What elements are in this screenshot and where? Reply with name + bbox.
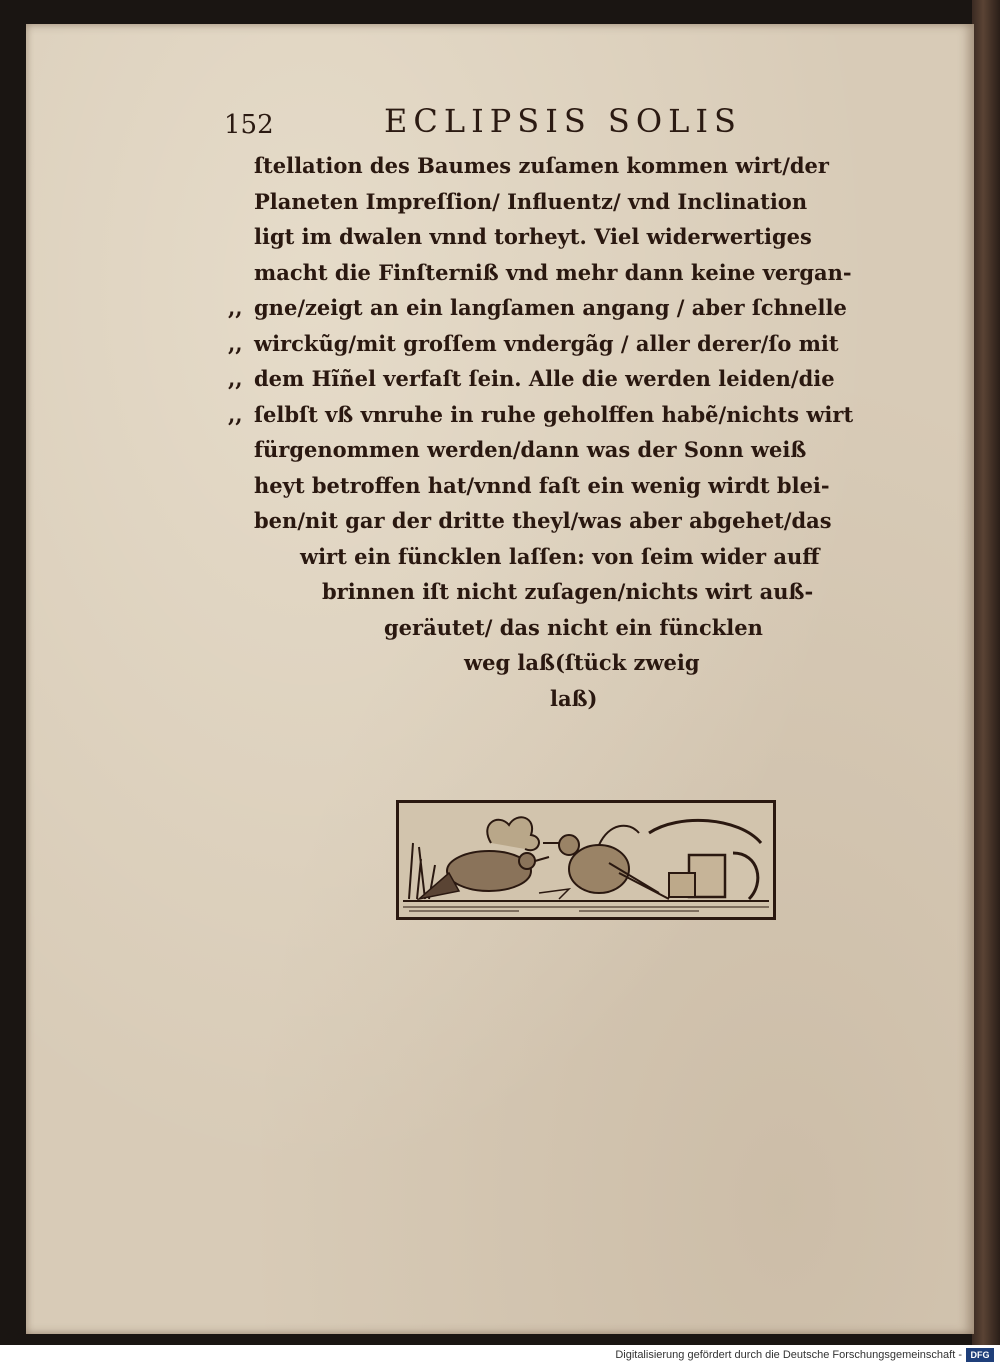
book-spine [972, 0, 1000, 1345]
line-text: macht die Finſterniß vnd mehr dann keine vergan- [254, 259, 852, 285]
text-line [204, 645, 924, 681]
body-text [204, 148, 924, 716]
running-title: ECLIPSIS SOLIS [384, 102, 742, 140]
page-header [224, 100, 784, 144]
line-text: ſtellation des Baumes zuſamen kommen wirt/der [254, 153, 829, 178]
text-line [204, 361, 924, 397]
text-line [204, 681, 924, 717]
line-text: ligt im dwalen vnnd torheyt. Viel widerwertiges [254, 224, 812, 249]
text-line [204, 574, 924, 610]
line-text: laß) [550, 685, 598, 711]
text-line [204, 610, 924, 646]
text-line [204, 397, 924, 433]
quote-marker: ,, [228, 366, 243, 391]
line-text: Planeten Impreſſion/ Influentz/ vnd Inclination [254, 188, 808, 214]
woodcut-illustration [396, 800, 776, 920]
text-line [204, 326, 924, 362]
line-text: geräutet/ das nicht ein füncklen [384, 614, 763, 640]
text-line [204, 184, 924, 220]
dfg-logo: DFG [966, 1348, 994, 1362]
text-line [204, 255, 924, 291]
line-text: brinnen iſt nicht zuſagen/nichts wirt auß- [322, 579, 814, 604]
page-number: 152 [224, 110, 274, 140]
line-text: fürgenommen werden/dann was der Sonn weiß [254, 437, 807, 462]
text-line [204, 219, 924, 255]
text-line [204, 432, 924, 468]
line-text: ſelbſt vß vnruhe in ruhe geholffen habẽ/nichts wirt [254, 401, 854, 427]
quote-marker: ,, [228, 330, 243, 356]
text-line [204, 290, 924, 326]
text-line [204, 148, 924, 184]
line-text: dem Hĩñel verfaſt ſein. Alle die werden leiden/die [254, 366, 835, 391]
line-text: heyt betroffen hat/vnnd faſt ein wenig wirdt blei- [254, 472, 830, 498]
line-text: wirt ein füncklen laſſen: von ſeim wider auff [300, 543, 820, 569]
line-text: gne/zeigt an ein langſamen angang / aber ſchnelle [254, 295, 847, 320]
line-text: ben/nit gar der dritte theyl/was aber abgehet/das [254, 508, 832, 533]
woodcut-birds-image [399, 803, 773, 917]
text-line [204, 539, 924, 575]
text-line [204, 503, 924, 539]
quote-marker: ,, [228, 401, 243, 427]
line-text: weg laß(ſtück zweig [464, 650, 700, 675]
funding-credit: Digitalisierung gefördert durch die Deutsche Forschungsgemeinschaft - [615, 1349, 962, 1361]
line-text: wirckũg/mit groſſem vndergãg / aller derer/ſo mit [254, 330, 839, 356]
text-line [204, 468, 924, 504]
quote-marker: ,, [228, 295, 243, 320]
